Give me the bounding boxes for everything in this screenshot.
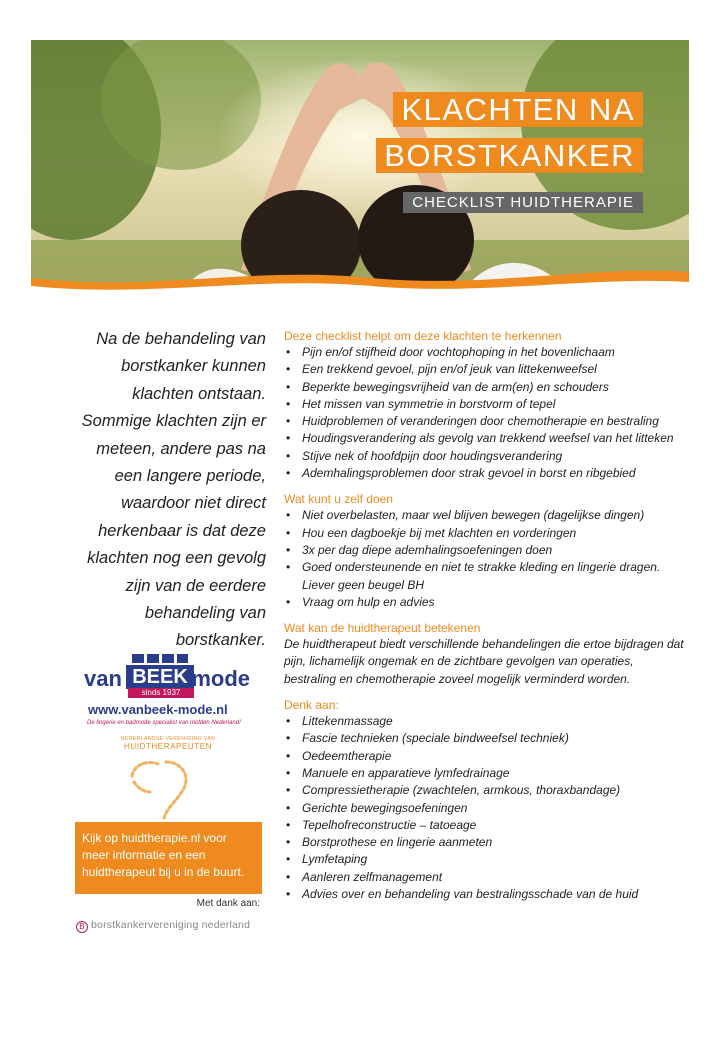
list-item: • Hou een dagboekje bij met klachten en vorderingen (284, 525, 684, 542)
logo-van: van (84, 666, 122, 691)
logo-beek: BEEK (126, 665, 194, 689)
vanbeek-logo (84, 650, 250, 700)
list-item: • Tepelhofreconstructie – tatoeage (284, 817, 684, 834)
title-line-1: KLACHTEN NA (393, 92, 643, 127)
list-item: • Advies over en behandeling van bestralingsschade van de huid (284, 886, 684, 903)
section-heading: Wat kunt u zelf doen (284, 492, 393, 507)
list-item: • Oedeemtherapie (284, 748, 684, 765)
title-line-2: BORSTKANKER (376, 138, 643, 173)
section-think-of (284, 697, 684, 903)
thanks-text: Met dank aan: (196, 898, 260, 909)
list-item: • Lymfetaping (284, 851, 684, 868)
list-item: • Ademhalingsproblemen door strak gevoel in borst en ribgebied (284, 465, 684, 482)
list-item: • Compressietherapie (zwachtelen, armkous, thoraxbandage) (284, 782, 684, 799)
list-item: • Borstprothese en lingerie aanmeten (284, 834, 684, 851)
list-item: • Fascie technieken (speciale bindweefsel techniek) (284, 730, 684, 747)
list-item: • Een trekkend gevoel, pijn en/of jeuk van littekenweefsel (284, 361, 684, 378)
section-therapist (284, 620, 684, 688)
bkv-name: borstkankervereniging nederland (91, 919, 251, 931)
list-item: • Het missen van symmetrie in borstvorm of tepel (284, 396, 684, 413)
cta-box[interactable]: Kijk op huidtherapie.nl voor meer informatie en een huidtherapeut bij u in de buurt. (75, 822, 262, 894)
section-recognize (284, 328, 684, 482)
nvh-logo (118, 736, 218, 751)
list-item: • Manuele en apparatieve lymfedrainage (284, 765, 684, 782)
list-item: • Houdingsverandering als gevolg van trekkend weefsel van het litteken (284, 430, 684, 447)
bkv-logo (76, 919, 250, 933)
list-item: • Beperkte bewegingsvrijheid van de arm(en) en schouders (284, 379, 684, 396)
logo-mode: mode (191, 666, 250, 691)
nvh-mark-icon (124, 758, 196, 820)
vanbeek-url[interactable]: www.vanbeek-mode.nl (88, 702, 228, 717)
list-item: • Huidproblemen of veranderingen door chemotherapie en bestraling (284, 413, 684, 430)
list-item: • Littekenmassage (284, 713, 684, 730)
list-item: • Pijn en/of stijfheid door vochtophoping in het bovenlichaam (284, 344, 684, 361)
logo-since: sinds 1937 (128, 688, 194, 698)
intro-text: Na de behandeling van borstkanker kunnen klachten ontstaan. Sommige klachten zijn er meteen, andere pas na een langere periode, waardoor niet direct herkenbaar is dat deze klachten nog een gevolg zijn van de eerdere behandeling van borstkanker. (81, 330, 266, 650)
nvh-top-line: NEDERLANDSE VERENIGING VAN (120, 736, 216, 742)
list-item: • Aanleren zelfmanagement (284, 869, 684, 886)
vanbeek-tagline: De lingerie en badmode specialist van midden Nederland! (87, 720, 241, 726)
list-item: • 3x per dag diepe ademhalingsoefeningen doen (284, 542, 684, 559)
list-item: • Goed ondersteunende en niet te strakke kleding en lingerie dragen. Liever geen beugel BH (284, 559, 684, 594)
hero-photo (31, 40, 689, 295)
section-heading: Denk aan: (284, 698, 339, 713)
section-self-care (284, 491, 684, 611)
subtitle-badge: CHECKLIST HUIDTHERAPIE (403, 192, 643, 213)
bkv-icon: B (76, 921, 88, 933)
crown-icon (132, 652, 188, 664)
symptom-list (284, 344, 684, 482)
section-heading: Wat kan de huidtherapeut betekenen (284, 621, 481, 636)
checklist-column (284, 328, 684, 912)
nvh-name: HUIDTHERAPEUTEN (123, 742, 213, 751)
treatment-list (284, 713, 684, 903)
self-care-list (284, 507, 684, 611)
list-item: • Stijve nek of hoofdpijn door houdingsverandering (284, 448, 684, 465)
therapist-paragraph: De huidtherapeut biedt verschillende behandelingen die ertoe bijdragen dat pijn, lichamelijk ongemak en de zichtbare gevolgen van operaties, bestraling en chemotherapie zoveel mogelijk verminderd worden. (284, 637, 684, 686)
section-heading: Deze checklist helpt om deze klachten te herkennen (284, 329, 562, 343)
list-item: • Niet overbelasten, maar wel blijven bewegen (dagelijkse dingen) (284, 507, 684, 524)
list-item: • Gerichte bewegingsoefeningen (284, 800, 684, 817)
list-item: • Vraag om hulp en advies (284, 594, 684, 611)
